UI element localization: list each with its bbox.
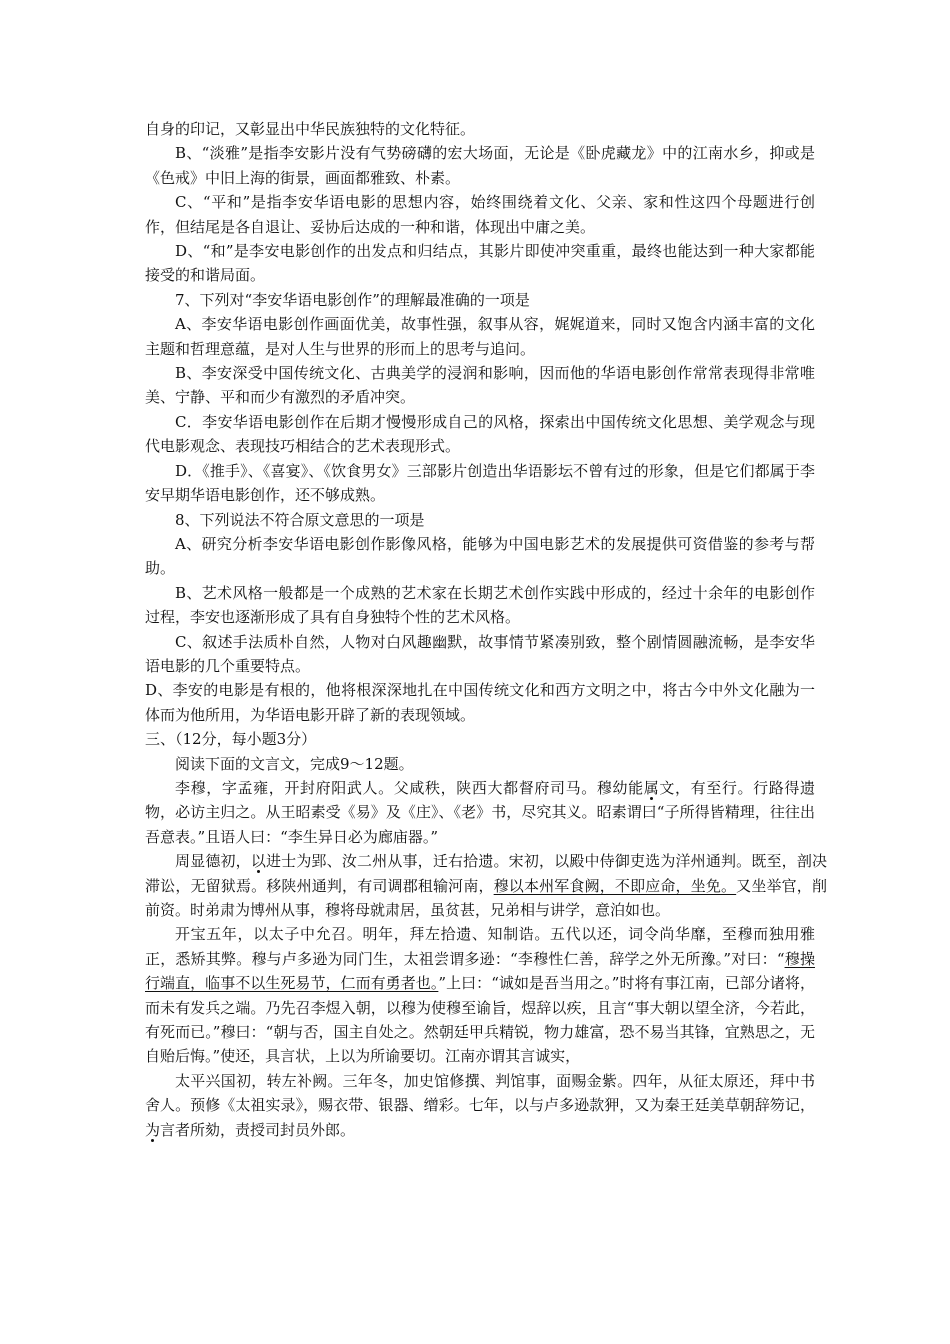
dotted-keyword: 以 — [250, 852, 267, 871]
classical-text-paragraph-2 — [145, 849, 827, 922]
q7-option-a: A、李安华语电影创作画面优美，故事性强，叙事从容，娓娓道来，同时又饱含内涵丰富的文化主题和哲理意蕴，是对人生与世界的形而上的思考与追问。 — [145, 315, 815, 358]
classical-text-paragraph-4 — [145, 1069, 815, 1142]
text-segment: 太平兴国初，转左补阙。三年冬，加史馆修撰、判馆事，面赐金紫。四年，从征太原还，拜中书舍人。预修《太祖实录》，赐衣带、银器、缯彩。七年，以与卢多逊款狎，又为秦王廷美草朝辞笏记， — [145, 1071, 815, 1115]
underlined-sentence: 穆操行端直，临事不以生死易节，仁而有勇者也。 — [145, 949, 815, 993]
classical-text-paragraph-3 — [145, 922, 815, 1068]
text-segment: 言者所劾，责授司封员外郎。 — [160, 1120, 356, 1139]
q6-option-b: B、“淡雅”是指李安影片没有气势磅礴的宏大场面，无论是《卧虎藏龙》中的江南水乡，抑或是《色戒》中旧上海的街景，画面都雅致、朴素。 — [145, 144, 815, 187]
dotted-keyword: 为 — [145, 1120, 161, 1139]
q7-option-c: C．李安华语电影创作在后期才慢慢形成自己的风格，探索出中国传统文化思想、美学观念与现代电影观念、表现技巧相结合的艺术表现形式。 — [145, 412, 815, 456]
text-segment: 进士为郢、汝二州从事，迁右拾遗。宋初，以殿中侍御吏选为洋州通判。既至，剖决滞讼，无留狱焉。移陕州通判，有司调郡租输河南， — [145, 852, 827, 895]
section-three-instructions: 阅读下面的文言文，完成9～12题。 — [175, 754, 414, 773]
text-segment: 又坐举官，削前资。时弟肃为博州从事，穆将母就肃居，虽贫甚，兄弟相与讲学，意泊如也。 — [145, 876, 827, 919]
text-segment: 开宝五年，以太子中允召。明年，拜左拾遗、知制诰。五代以还，词令尚华靡，至穆而独用雅正，悉矫其弊。穆与卢多逊为同门生，太祖尝谓多逊：“李穆性仁善，辞学之外无所豫。”对曰：“ — [145, 925, 815, 968]
section-three-heading: 三、（12分，每小题3分） — [145, 730, 317, 749]
q6-option-c: C、“平和”是指李安华语电影的思想内容，始终围绕着文化、父亲、家和性这四个母题进行创作，但结尾是各自退让、妥协后达成的一种和谐，体现出中庸之美。 — [145, 193, 815, 236]
text-segment: 李穆，字孟雍，开封府阳武人。父咸秩，陕西大都督府司马。穆幼能 — [175, 778, 644, 797]
q6-option-d: D、“和”是李安电影创作的出发点和归结点，其影片即使冲突重重，最终也能达到一种大家都能接受的和谐局面。 — [145, 242, 815, 285]
q8-option-a: A、研究分析李安华语电影创作影像风格，能够为中国电影艺术的发展提供可资借鉴的参考与帮助。 — [145, 534, 815, 578]
q8-stem: 8、下列说法不符合原文意思的一项是 — [175, 510, 425, 529]
underlined-sentence: 穆以本州军食阙，不即应命，坐免。 — [493, 876, 737, 895]
classical-text-paragraph-1 — [145, 776, 815, 849]
dotted-keyword: 属 — [643, 778, 660, 797]
text-segment: 文，有至行。行路得遗物，必访主归之。从王昭素受《易》及《庄》、《老》书，尽究其义。昭素谓曰“子所得皆精理，往往出吾意表。”且语人曰：“李生异日必为廊庙器。” — [145, 778, 815, 846]
text-segment: ”上曰：“诚如是吾当用之。”时将有事江南，已部分诸将，而未有发兵之端。乃先召李煜入朝，以穆为使穆至谕旨，煜辞以疾，且言“事大朝以望全济，今若此，有死而已。”穆曰：“朝与否，国主自处之。然朝廷甲兵精锐，物力雄富，恐不易当其锋，宜熟思之，无自贻后悔。”使还，具言状，上以为所谕要切。江南亦谓其言诚实， — [145, 974, 815, 1066]
q6-option-a-continuation: 自身的印记，又彰显出中华民族独特的文化特征。 — [145, 120, 476, 138]
q8-option-d: D、李安的电影是有根的，他将根深深地扎在中国传统文化和西方文明之中，将古今中外文化融为一体而为他所用，为华语电影开辟了新的表现领域。 — [145, 681, 815, 724]
exam-page — [145, 117, 827, 1142]
q8-option-b: B、艺术风格一般都是一个成熟的艺术家在长期艺术创作实践中形成的，经过十余年的电影创作过程，李安也逐渐形成了具有自身独特个性的艺术风格。 — [145, 583, 815, 627]
q8-option-c: C、叙述手法质朴自然，人物对白风趣幽默，故事情节紧凑别致，整个剧情圆融流畅，是李安华语电影的几个重要特点。 — [145, 632, 815, 675]
q7-stem: 7、下列对“李安华语电影创作”的理解最准确的一项是 — [175, 290, 530, 309]
q7-option-b: B、李安深受中国传统文化、古典美学的浸润和影响，因而他的华语电影创作常常表现得非常唯美、宁静、平和而少有激烈的矛盾冲突。 — [145, 364, 815, 407]
q7-option-d: D．《推手》、《喜宴》、《饮食男女》三部影片创造出华语影坛不曾有过的形象，但是它们都属于李安早期华语电影创作，还不够成熟。 — [145, 461, 815, 505]
text-segment: 周显德初， — [175, 852, 251, 871]
